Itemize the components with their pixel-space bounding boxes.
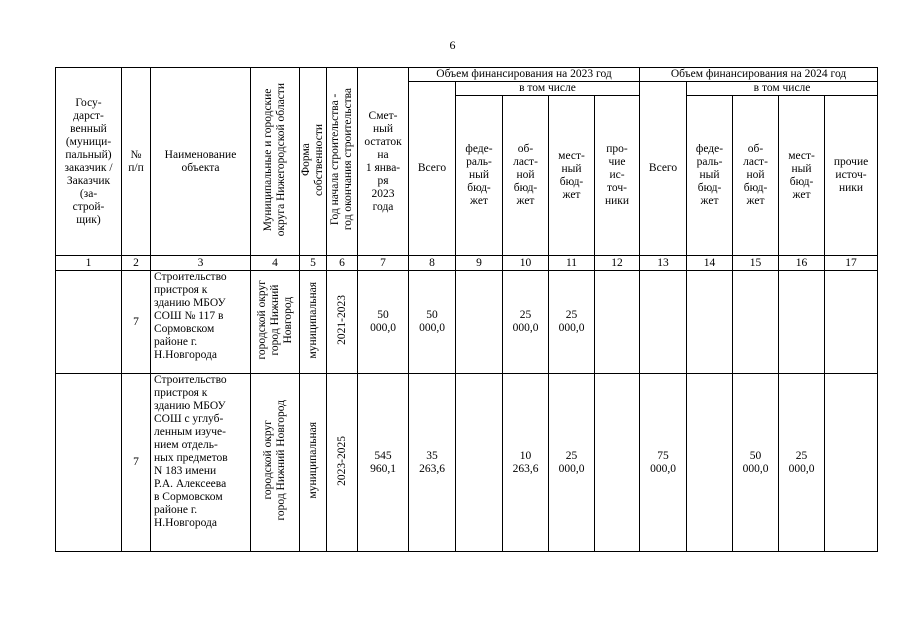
column-number-row [56,256,878,271]
cell-local-2023: 25 000,0 [549,271,595,374]
column-number: 3 [151,256,251,271]
cell-municipality [251,271,300,374]
cell-other-2023 [595,271,640,374]
header-federal-2024: феде- раль- ный бюд- жет [687,96,733,256]
cell-other-2023 [595,374,640,552]
header-financing-2024: Объем финансирования на 2024 год [640,68,878,82]
column-number: 9 [456,256,503,271]
cell-federal-2023 [456,271,503,374]
header-municipality-cell [251,68,300,256]
header-customer: Госу- дарст- венный (муници- пальный) заказчик / Заказчик (за- строй- щик) [56,68,122,256]
cell-other-2024 [825,271,878,374]
cell-ownership [300,271,327,374]
cell-number: 7 [122,374,151,552]
cell-total-2023: 35 263,6 [409,374,456,552]
header-regional-2024: об- ласт- ной бюд- жет [733,96,779,256]
header-total-2024: Всего [640,82,687,256]
cell-federal-2024 [687,374,733,552]
header-total-2023: Всего [409,82,456,256]
header-ownership: Форма собственности [300,123,325,196]
header-object-name: Наименование объекта [151,68,251,256]
cell-years [327,374,358,552]
page-number: 6 [449,38,456,52]
cell-regional-2024 [733,271,779,374]
cell-regional-2023: 10 263,6 [503,374,549,552]
table-row [56,271,878,374]
header-including-2024: в том числе [687,82,878,96]
header-financing-2023: Объем финансирования на 2023 год [409,68,640,82]
column-number: 16 [779,256,825,271]
header-years-cell [327,68,358,256]
column-number: 1 [56,256,122,271]
cell-years [327,271,358,374]
column-number: 4 [251,256,300,271]
cell-customer [56,374,122,552]
cell-local-2024: 25 000,0 [779,374,825,552]
header-other-2024: прочие источ- ники [825,96,878,256]
cell-municipality [251,374,300,552]
cell-regional-2023: 25 000,0 [503,271,549,374]
years-text: 2021-2023 [335,295,348,345]
cell-ownership [300,374,327,552]
column-number: 10 [503,256,549,271]
municipality-text: городской округ город Нижний Новгород [262,400,287,521]
header-federal-2023: феде- раль- ный бюд- жет [456,96,503,256]
column-number: 17 [825,256,878,271]
municipality-text: городской округ город Нижний Новгород [255,280,294,360]
cell-local-2023: 25 000,0 [549,374,595,552]
header-including-2023: в том числе [456,82,640,96]
column-number: 6 [327,256,358,271]
cell-customer [56,271,122,374]
header-municipality: Муниципальные и городские округа Нижегородской области [262,82,287,237]
column-number: 8 [409,256,456,271]
cell-total-2024: 75 000,0 [640,374,687,552]
header-remainder: Смет- ный остаток на 1 янва- ря 2023 года [358,68,409,256]
cell-object-name: Строительство пристроя к зданию МБОУ СОШ № 117 в Сормовском районе г. Н.Новгорода [151,271,251,374]
column-number: 2 [122,256,151,271]
cell-regional-2024: 50 000,0 [733,374,779,552]
header-other-2023: про- чие ис- точ- ники [595,96,640,256]
ownership-text: муниципальная [306,422,319,499]
header-local-2023: мест- ный бюд- жет [549,96,595,256]
column-number: 7 [358,256,409,271]
column-number: 14 [687,256,733,271]
cell-remainder: 50 000,0 [358,271,409,374]
cell-object-name: Строительство пристроя к зданию МБОУ СОШ с углуб- ленным изуче- нием отдель- ных предметов N 183 имени Р.А. Алексеева в Сормовском районе г. Н.Новгорода [151,374,251,552]
header-ownership-cell [300,68,327,256]
header-local-2024: мест- ный бюд- жет [779,96,825,256]
column-number: 12 [595,256,640,271]
financing-table [55,67,878,552]
cell-total-2024 [640,271,687,374]
header-number: № п/п [122,68,151,256]
column-number: 11 [549,256,595,271]
cell-remainder: 545 960,1 [358,374,409,552]
cell-number: 7 [122,271,151,374]
column-number: 13 [640,256,687,271]
cell-federal-2024 [687,271,733,374]
table-row [56,374,878,552]
cell-local-2024 [779,271,825,374]
header-years: Год начала строительства - год окончания строительства [329,88,354,231]
column-number: 5 [300,256,327,271]
cell-other-2024 [825,374,878,552]
column-number: 15 [733,256,779,271]
years-text: 2023-2025 [335,435,348,486]
cell-total-2023: 50 000,0 [409,271,456,374]
header-regional-2023: об- ласт- ной бюд- жет [503,96,549,256]
ownership-text: муниципальная [306,281,319,359]
cell-federal-2023 [456,374,503,552]
